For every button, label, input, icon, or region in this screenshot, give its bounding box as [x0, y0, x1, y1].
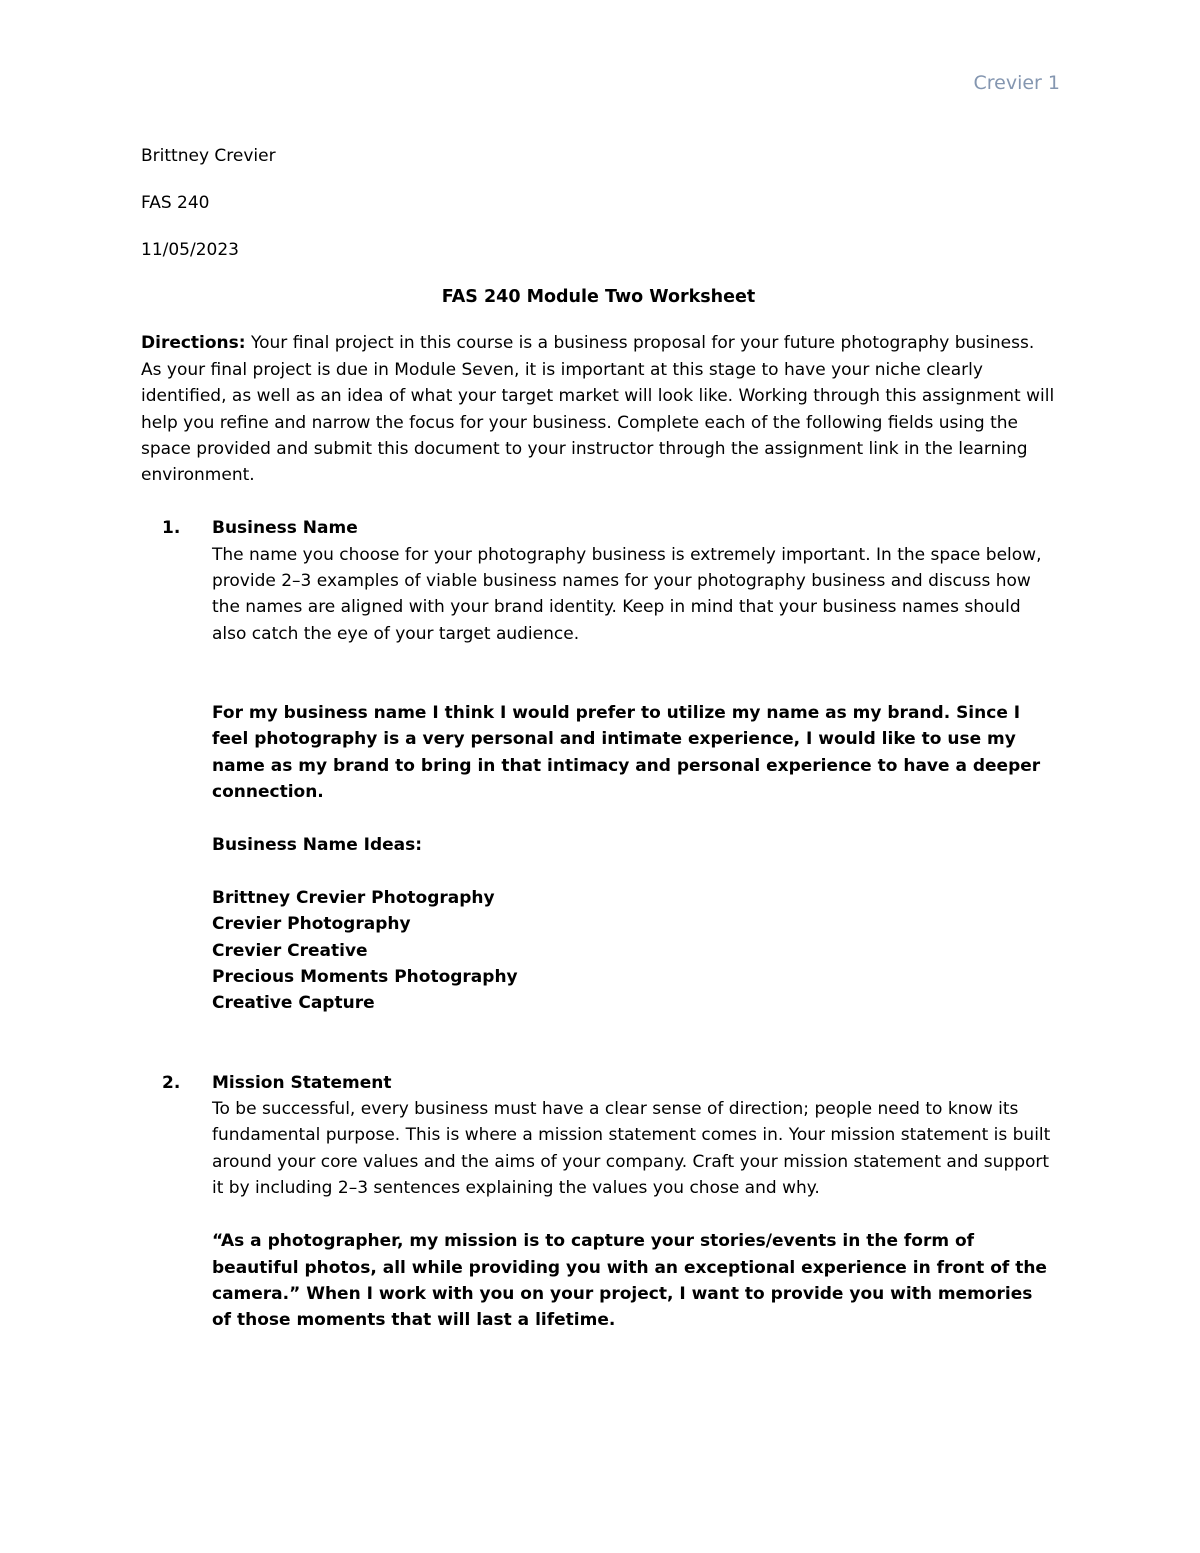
- author-name: Brittney Crevier: [141, 146, 276, 166]
- course-code: FAS 240: [141, 193, 210, 213]
- business-name-idea: Precious Moments Photography: [212, 967, 518, 988]
- item-number: 2.: [162, 1072, 181, 1093]
- business-name-ideas-label: Business Name Ideas:: [212, 835, 423, 856]
- item-answer: “As a photographer, my mission is to capture your stories/events in the form of beautiful photos, all while providing you with an exceptional experience in front of the camera.” When I work with you on your project, I want to provide you with memories of those moments that will last a lifetime.: [212, 1231, 1047, 1331]
- business-name-idea: Crevier Creative: [212, 940, 368, 961]
- directions-text: Your final project in this course is a business proposal for your future photography business. As your final project is due in Module Seven, it is important at this stage to have your niche clearly identified, as well as an idea of what your target market will look like. Working through this assignment will help you refine and narrow the focus for your business. Complete each of the following fields using the space provided and submit this document to your instructor through the assignment link in the learning environment.: [141, 333, 1055, 486]
- item-prompt: To be successful, every business must have a clear sense of direction; people need to know its fundamental purpose. This is where a mission statement comes in. Your mission statement is built around your core values and the aims of your company. Craft your mission statement and support it by including 2–3 sentences explaining the values you chose and why.: [212, 1099, 1051, 1199]
- item-prompt: The name you choose for your photography business is extremely important. In the space below, provide 2–3 examples of viable business names for your photography business and discuss how the names are aligned with your brand identity. Keep in mind that your business names should also catch the eye of your target audience.: [212, 544, 1042, 644]
- item-answer: For my business name I think I would prefer to utilize my name as my brand. Since I feel photography is a very personal and intimate experience, I would like to use my name as my brand to bring in that intimacy and personal experience to have a deeper connection.: [212, 703, 1041, 803]
- business-name-idea: Crevier Photography: [212, 914, 411, 935]
- item-heading: Mission Statement: [212, 1072, 392, 1093]
- document-date: 11/05/2023: [141, 240, 239, 260]
- business-name-idea: Creative Capture: [212, 993, 375, 1014]
- document-title: FAS 240 Module Two Worksheet: [441, 287, 756, 307]
- item-body: [212, 1070, 1056, 1334]
- directions-label: Directions:: [141, 333, 246, 354]
- item-number: 1.: [162, 518, 181, 539]
- directions-paragraph: [141, 330, 1056, 488]
- business-name-idea: Brittney Crevier Photography: [212, 887, 495, 908]
- page-header: Crevier 1: [973, 72, 1060, 94]
- worksheet-item-business-name: [141, 515, 1056, 1017]
- item-body: [212, 515, 1056, 1017]
- item-heading: Business Name: [212, 518, 358, 539]
- document-body: [141, 143, 1056, 1334]
- worksheet-item-mission-statement: [141, 1070, 1056, 1334]
